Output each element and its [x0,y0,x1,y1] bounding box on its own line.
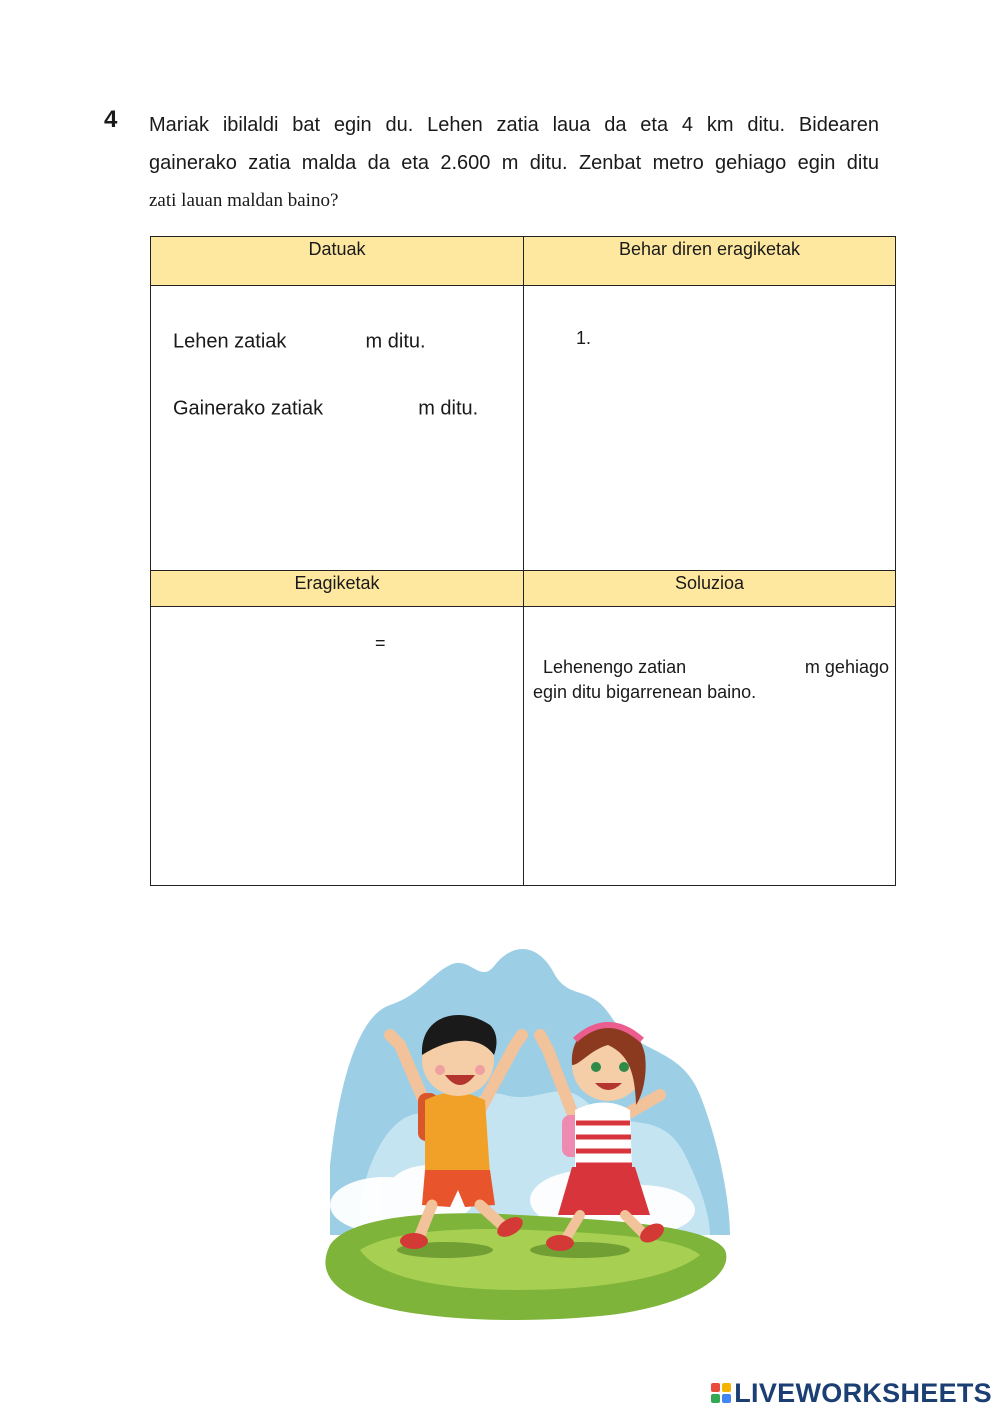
eragiketak-operation-input[interactable] [181,630,345,656]
header-behar-diren-eragiketak: Behar diren eragiketak [524,237,895,285]
table-divider-h1 [151,285,895,286]
kids-jumping-illustration [290,905,760,1345]
eragiketak-row [181,630,511,656]
problem-table [150,236,896,886]
header-eragiketak: Eragiketak [151,571,523,606]
logo-mark-icon [711,1383,731,1403]
datuak-row-1-input[interactable] [292,329,360,355]
header-datuak: Datuak [151,237,523,285]
liveworksheets-logo [711,1376,992,1410]
behar-item-1-number: 1. [576,327,592,348]
question-line-2: gainerako zatia malda da eta 2.600 m ditu. Zenbat metro gehiago egin ditu [149,152,879,174]
datuak-row-1-label: Lehen zatiak [173,330,287,353]
datuak-row-2-unit: m ditu. [418,397,479,420]
question-number: 4 [104,106,118,133]
datuak-row-2-label: Gainerako zatiak [173,397,324,420]
datuak-row-2-input[interactable] [329,396,413,422]
question-line-3: zati lauan maldan baino? [149,190,339,211]
table-divider-h3 [151,606,895,607]
question-text [149,106,879,220]
soluzioa-suffix: egin ditu bigarrenean baino. [533,682,757,702]
header-soluzioa: Soluzioa [524,571,895,606]
datuak-row-2 [173,396,518,422]
eragiketak-equals: = [375,632,386,653]
soluzioa-mid: m gehiago [804,657,889,677]
table-divider-vertical [523,237,524,885]
question-line-1: Mariak ibilaldi bat egin du. Lehen zatia laua da eta 4 km ditu. Bidearen [149,114,879,136]
logo-text: LIVEWORKSHEETS [734,1377,992,1408]
behar-item-1 [576,326,876,352]
eragiketak-result-input[interactable] [396,630,490,656]
behar-item-1-input[interactable] [596,326,860,352]
soluzioa-prefix: Lehenengo zatian [543,657,687,677]
datuak-row-1-unit: m ditu. [365,330,426,353]
soluzioa-text [533,654,889,704]
soluzioa-input[interactable] [709,654,783,680]
datuak-row-1 [173,329,513,355]
